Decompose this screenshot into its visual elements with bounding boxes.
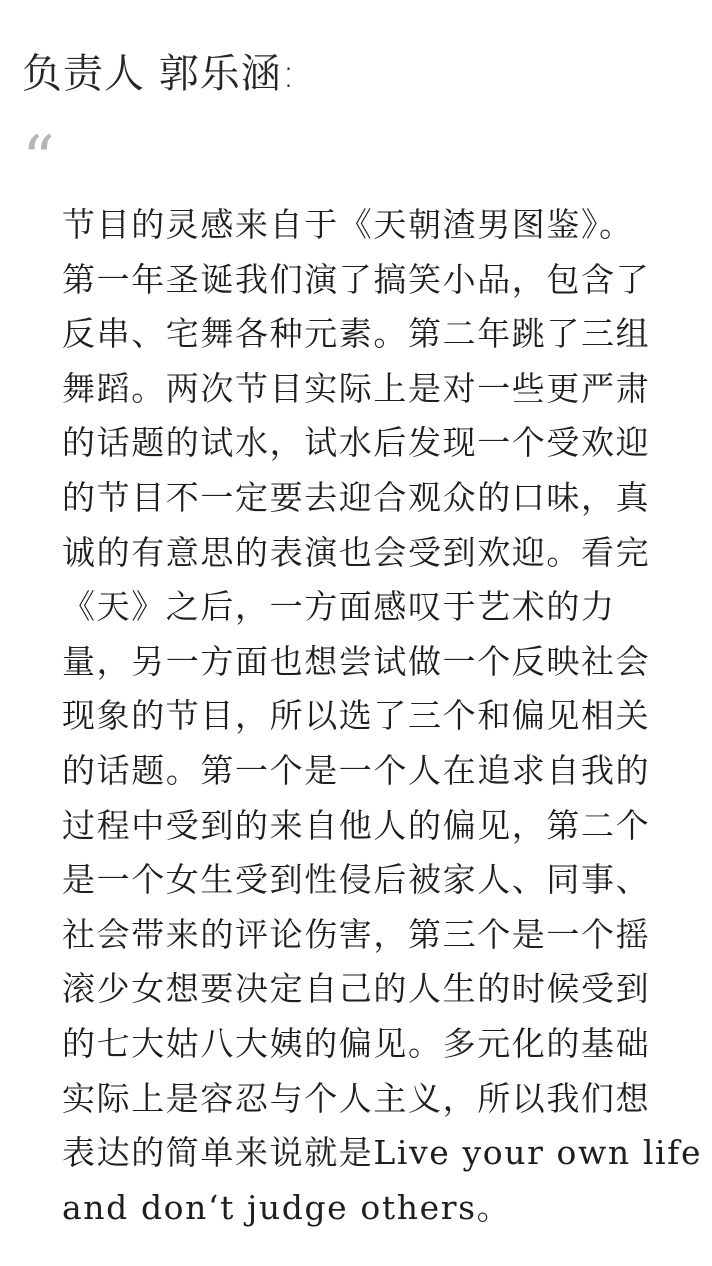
text-line: 是一个女生受到性侵后被家人、同事、 xyxy=(62,860,651,900)
text-line: 实际上是容忍与个人主义，所以我们想 xyxy=(62,1078,651,1118)
text-line: 现象的节目，所以选了三个和偏见相关 xyxy=(62,696,651,736)
quote-body xyxy=(62,198,702,1235)
text-line: 舞蹈。两次节目实际上是对一些更严肃 xyxy=(62,368,651,408)
quote-mark-icon: “ xyxy=(22,123,55,197)
text-line: 诚的有意思的表演也会受到欢迎。看完 xyxy=(62,532,651,572)
text-line: 的话题的试水，试水后发现一个受欢迎 xyxy=(62,423,651,463)
text-line: 反串、宅舞各种元素。第二年跳了三组 xyxy=(62,314,651,354)
text-line: 滚少女想要决定自己的人生的时候受到 xyxy=(62,969,651,1009)
text-line: and don‘t judge others。 xyxy=(62,1187,512,1227)
text-line: 的节目不一定要去迎合观众的口味，真 xyxy=(62,477,651,517)
text-line: 社会带来的评论伤害，第三个是一个摇 xyxy=(62,914,651,954)
text-line: 表达的简单来说就是Live your own life xyxy=(62,1133,703,1173)
text-line: 节目的灵感来自于《天朝渣男图鉴》。 xyxy=(62,205,634,244)
text-line: 的话题。第一个是一个人在追求自我的 xyxy=(62,750,651,790)
text-line: 量，另一方面也想尝试做一个反映社会 xyxy=(62,641,651,681)
page-title: 负责人 郭乐涵: xyxy=(22,51,297,97)
text-line: 第一年圣诞我们演了搞笑小品，包含了 xyxy=(62,259,651,299)
text-line: 《天》之后，一方面感叹于艺术的力 xyxy=(62,587,616,627)
text-line: 过程中受到的来自他人的偏见，第二个 xyxy=(62,805,651,845)
text-line: 的七大姑八大姨的偏见。多元化的基础 xyxy=(62,1023,651,1063)
